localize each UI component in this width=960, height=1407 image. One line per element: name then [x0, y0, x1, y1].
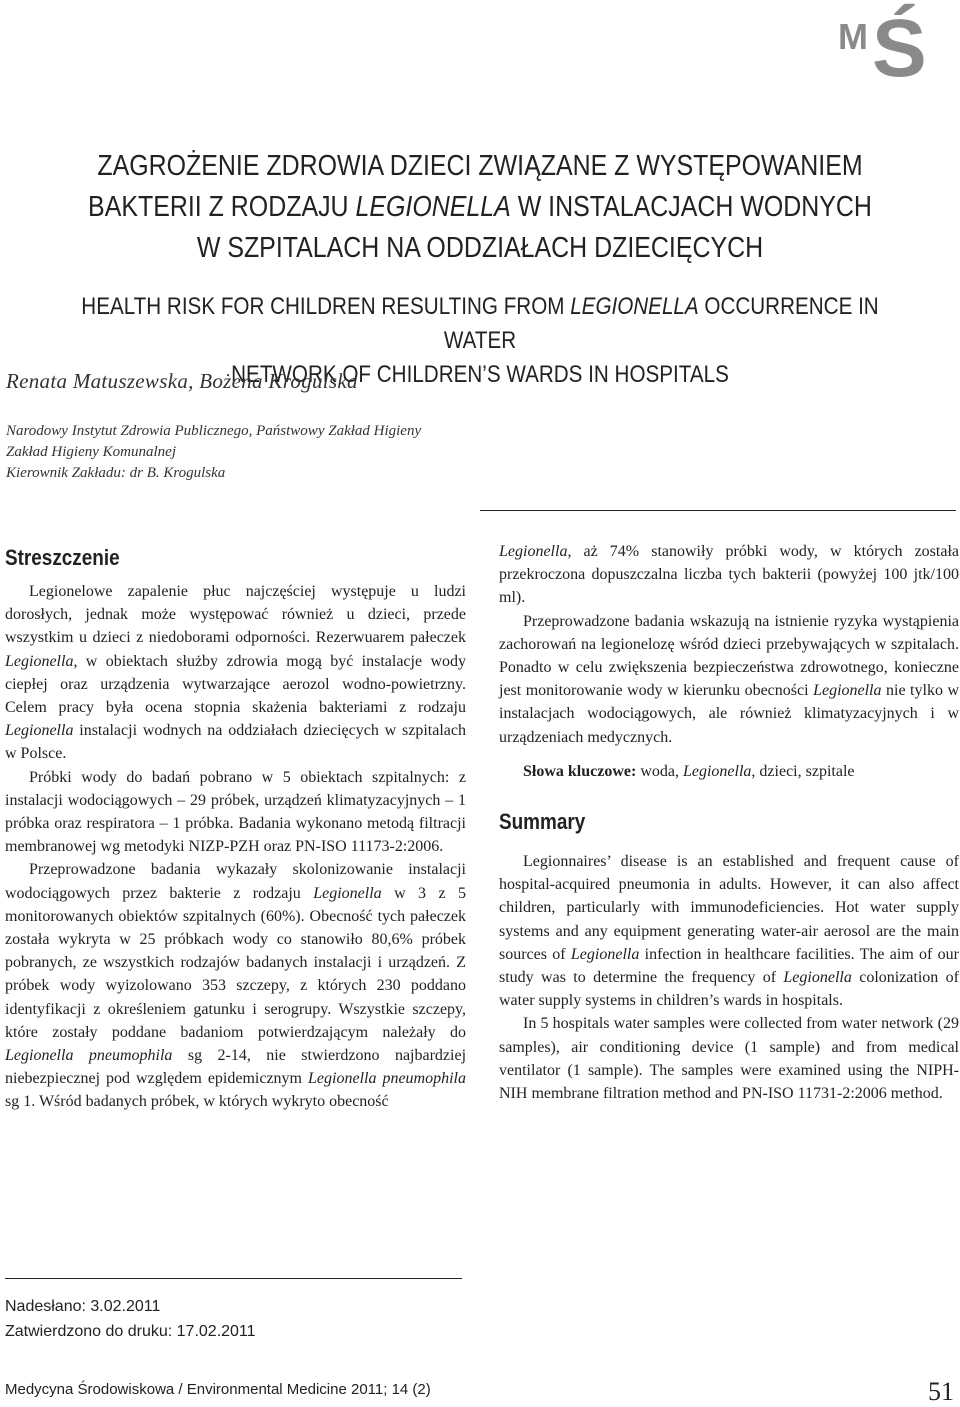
title-pl-line-2b: W INSTALACJACH WODNYCH: [510, 191, 872, 223]
submission-dates: [5, 1294, 256, 1344]
title-pl-line-2a: BAKTERII Z RODZAJU: [88, 191, 356, 223]
summary-heading: Summary: [499, 809, 586, 835]
affiliation: [6, 421, 706, 484]
title-pl-line-1: ZAGROŻENIE ZDROWIA DZIECI ZWIĄZANE Z WYSTĘPOWANIEM: [97, 150, 863, 182]
accepted-date: Zatwierdzono do druku: 17.02.2011: [5, 1323, 256, 1340]
affiliation-line-2: Zakład Higieny Komunalnej: [6, 444, 176, 460]
affiliation-line-1: Narodowy Instytut Zdrowia Publicznego, Państwowy Zakład Higieny: [6, 423, 422, 439]
title-pl-line-3: W SZPITALACH NA ODDZIAŁACH DZIECIĘCYCH: [196, 232, 764, 264]
authors: Renata Matuszewska, Bożena Krogulska: [6, 369, 358, 393]
title-en-line-1b: OCCURRENCE IN WATER: [443, 293, 879, 354]
right-column: [499, 540, 959, 1105]
keywords-label: Słowa kluczowe:: [523, 762, 637, 780]
abstract-pl-paragraph-3-continued: Legionella, aż 74% stanowiły próbki wody, w których została przekroczona dopuszczalna liczba tych bakterii (powyżej 100 jtk/100 ml).: [499, 543, 959, 607]
received-date: Nadesłano: 3.02.2011: [5, 1298, 161, 1315]
title-pl-line-2-italic: LEGIONELLA: [355, 191, 511, 223]
abstract-pl-paragraph-2: Próbki wody do badań pobrano w 5 obiektach szpitalnych: z instalacji wodociągowych – 29 próbek, urządzeń klimatyzacyjnych – 1 próbka oraz respiratora – 1 próbka. Badania wykonano metodą filtracji membranowej wg metodyki NIZP-PZH oraz PN-ISO 11173-2:2006.: [5, 768, 466, 856]
title-polish: [67, 146, 893, 269]
abstract-pl-paragraph-3: Przeprowadzone badania wykazały skolonizowanie instalacji wodociągowych przez bakterie z rodzaju Legionella w 3 z 5 monitorowanych obiektów szpitalnych (60%). Obecność tych pałeczek została wykryta w 25 próbkach wody co stanowiło 80,6% próbek pobranych, ze wszystkich rodzajów badanych instalacji i urządzeń. Z próbek wody wyizolowano 353 szczepy, z których 230 poddano identyfikacji z określeniem gatunku i serogrupy. Wszystkie szczepy, które zostały poddane badaniom potwierdzającym należały do Legionella pneumophila sg 2-14, nie stwierdzono najbardziej niebezpiecznej pod względem epidemicznym Legionella pneumophila sg 1. Wśród badanych próbek, w których wykryto obecność: [5, 861, 467, 1111]
title-en-line-1a: HEALTH RISK FOR CHILDREN RESULTING FROM: [81, 293, 571, 320]
page-number: 51: [928, 1377, 954, 1406]
streszczenie-heading: Streszczenie: [5, 545, 120, 570]
affiliation-line-3: Kierownik Zakładu: dr B. Krogulska: [6, 465, 226, 481]
left-column: [5, 540, 466, 1114]
summary-paragraph-2: In 5 hospitals water samples were collected from water network (29 samples), air conditioning device (1 sample) and from medical ventilator (1 sample). The samples were examined using the NIPH-NIH membrane filtration method and PN-ISO 11731-2:2006 method.: [499, 1015, 959, 1103]
title-en-line-1-italic: LEGIONELLA: [570, 293, 699, 320]
footnote-divider: [5, 1278, 462, 1279]
keywords: Słowa kluczowe: woda, Legionella, dzieci, szpitale: [523, 762, 855, 780]
summary-paragraph-1: Legionnaires’ disease is an established and frequent cause of hospital-acquired pneumonia in adults. However, it can also affect children, particularly with immunodeficiencies. Hot water supply systems and any equipment generating water-air aerosol are the main sources of Legionella infection in healthcare facilities. The aim of our study was to determine the frequency of Legionella colonization of water supply systems in children’s wards in hospitals.: [499, 853, 959, 1010]
journal-footer: Medycyna Środowiskowa / Environmental Medicine 2011; 14 (2): [5, 1381, 431, 1398]
abstract-pl-paragraph-1: Legionelowe zapalenie płuc najczęściej występuje u ludzi dorosłych, jednak może występować również u dzieci, przede wszystkim u dzieci z niedoborami odporności. Rezerwuarem pałeczek Legionella, w obiektach służby zdrowia mogą być instalacje wody ciepłej oraz urządzenia wytwarzające aerozol wodno-powietrzny. Celem pracy była ocena stopnia skażenia bakteriami z rodzaju Legionella instalacji wodnych na oddziałach dziecięcych w szpitalach w Polsce.: [5, 583, 466, 763]
header-divider: [480, 510, 956, 511]
logo-letter-m: M: [838, 16, 868, 57]
logo-letter-s: Ś: [872, 3, 927, 94]
abstract-pl-paragraph-4: Przeprowadzone badania wskazują na istnienie ryzyka wystąpienia zachorowań na legionelozę wśród dzieci przebywających w szpitalach. Ponadto w celu zwiększenia bezpieczeństwa zdrowotnego, konieczne jest monitorowanie wody w kierunku obecności Legionella nie tylko w instalacjach wodociągowych, ale również klimatyzacyjnych i w urządzeniach medycznych.: [499, 612, 959, 746]
journal-logo: [838, 3, 948, 98]
title-en-line-2: NETWORK OF CHILDREN’S WARDS IN HOSPITALS: [231, 361, 729, 388]
